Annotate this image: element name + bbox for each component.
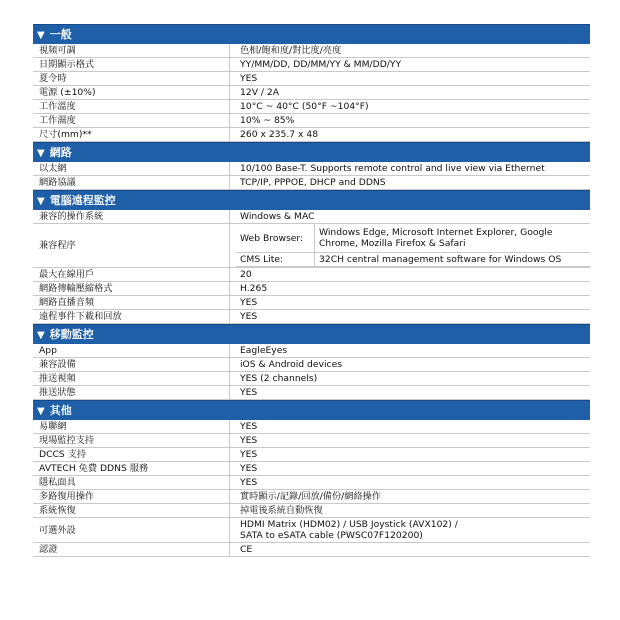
spec-key: 最大在線用戶 [33,268,230,282]
table-row [33,58,590,72]
spec-value: YES (2 channels) [230,372,591,386]
section-header-network [33,142,590,162]
spec-key: 兼容程序 [33,224,230,268]
table-row [33,100,590,114]
spec-key: AVTECH 免費 DDNS 服務 [33,462,230,476]
table-row [33,176,590,190]
table-row [33,344,590,358]
spec-key: 推送狀態 [33,386,230,400]
table-row [33,282,590,296]
spec-key: 工作濕度 [33,114,230,128]
spec-value: H.265 [230,282,591,296]
spec-value: iOS & Android devices [230,358,591,372]
spec-value: 實時顯示/記錄/回放/備份/網絡操作 [230,490,591,504]
spec-key: 易聯網 [33,420,230,434]
spec-value-line: HDMI Matrix (HDM02) / USB Joystick (AVX102) / [240,519,458,530]
sub-key: CMS Lite: [236,253,315,267]
spec-key: 系統恢復 [33,504,230,518]
spec-value: 色相/飽和度/對比度/亮度 [230,44,591,58]
sub-value: Windows Edge, Microsoft Internet Explorer, Google Chrome, Mozilla Firefox & Safari [315,224,591,253]
table-row [33,372,590,386]
spec-key: 尺寸(mm)** [33,128,230,142]
subtable-row [236,224,590,253]
spec-value [230,518,591,543]
spec-value: 10°C ~ 40°C (50°F ~104°F) [230,100,591,114]
triangle-down-icon: ▼ [37,148,45,159]
spec-value: YES [230,476,591,490]
table-row [33,128,590,142]
subtable-row [236,253,590,267]
spec-value: YES [230,448,591,462]
table-row [33,358,590,372]
spec-key: 夏令時 [33,72,230,86]
spec-value: YES [230,72,591,86]
table-row [33,310,590,324]
triangle-down-icon: ▼ [37,30,45,41]
table-row [33,476,590,490]
spec-value: YES [230,420,591,434]
spec-table-general [33,44,590,142]
spec-key: 視頻可調 [33,44,230,58]
table-row [33,448,590,462]
spec-key: 工作溫度 [33,100,230,114]
spec-value: EagleEyes [230,344,591,358]
table-row [33,72,590,86]
spec-value: YY/MM/DD, DD/MM/YY & MM/DD/YY [230,58,591,72]
spec-value: 260 x 235.7 x 48 [230,128,591,142]
sub-value: 32CH central management software for Windows OS [315,253,591,267]
spec-key: App [33,344,230,358]
spec-sheet [33,24,590,557]
table-row [33,296,590,310]
spec-key: 電源 (±10%) [33,86,230,100]
spec-value: Windows & MAC [230,210,591,224]
table-row [33,44,590,58]
spec-key: 多路復用操作 [33,490,230,504]
table-row [33,518,590,543]
table-row [33,268,590,282]
section-header-other [33,400,590,420]
triangle-down-icon: ▼ [37,406,45,417]
spec-key: 日期顯示格式 [33,58,230,72]
spec-key: DCCS 支持 [33,448,230,462]
section-title: 移動監控 [49,328,94,341]
sub-key: Web Browser: [236,224,315,253]
compat-subtable [236,224,590,267]
spec-value: 掉電後系統自動恢復 [230,504,591,518]
spec-key: 現場監控支持 [33,434,230,448]
spec-value: TCP/IP, PPPOE, DHCP and DDNS [230,176,591,190]
table-row [33,420,590,434]
spec-value [230,224,591,268]
spec-key: 隱私面具 [33,476,230,490]
table-row [33,490,590,504]
table-row [33,224,590,268]
triangle-down-icon: ▼ [37,330,45,341]
spec-value: CE [230,543,591,557]
spec-value: YES [230,386,591,400]
spec-table-other [33,420,590,557]
spec-key: 遠程事件下載和回放 [33,310,230,324]
section-title: 一般 [49,28,72,41]
spec-value: YES [230,462,591,476]
table-row [33,114,590,128]
spec-value: 20 [230,268,591,282]
spec-value: YES [230,310,591,324]
spec-value: 10% ~ 85% [230,114,591,128]
spec-value: YES [230,296,591,310]
table-row [33,434,590,448]
table-row [33,162,590,176]
spec-value: 12V / 2A [230,86,591,100]
section-header-mobile [33,324,590,344]
table-row [33,86,590,100]
spec-key: 網路直播音頻 [33,296,230,310]
spec-key: 認證 [33,543,230,557]
spec-key: 可選外設 [33,518,230,543]
table-row [33,210,590,224]
spec-key: 網路協議 [33,176,230,190]
spec-value-line: SATA to eSATA cable (PWSC07F120200) [240,530,423,541]
spec-key: 兼容的操作系統 [33,210,230,224]
table-row [33,543,590,557]
table-row [33,462,590,476]
section-title: 電腦遠程監控 [49,194,116,207]
spec-table-mobile [33,344,590,400]
spec-key: 兼容設備 [33,358,230,372]
spec-key: 推送視頻 [33,372,230,386]
section-header-pc-remote [33,190,590,210]
section-title: 其他 [49,404,72,417]
spec-table-pc-remote [33,210,590,324]
spec-value: YES [230,434,591,448]
spec-table-network [33,162,590,190]
table-row [33,386,590,400]
table-row [33,504,590,518]
section-header-general [33,24,590,44]
spec-key: 以太網 [33,162,230,176]
triangle-down-icon: ▼ [37,196,45,207]
spec-key: 網路傳輸壓縮格式 [33,282,230,296]
spec-value: 10/100 Base-T. Supports remote control and live view via Ethernet [230,162,591,176]
section-title: 網路 [49,146,72,159]
